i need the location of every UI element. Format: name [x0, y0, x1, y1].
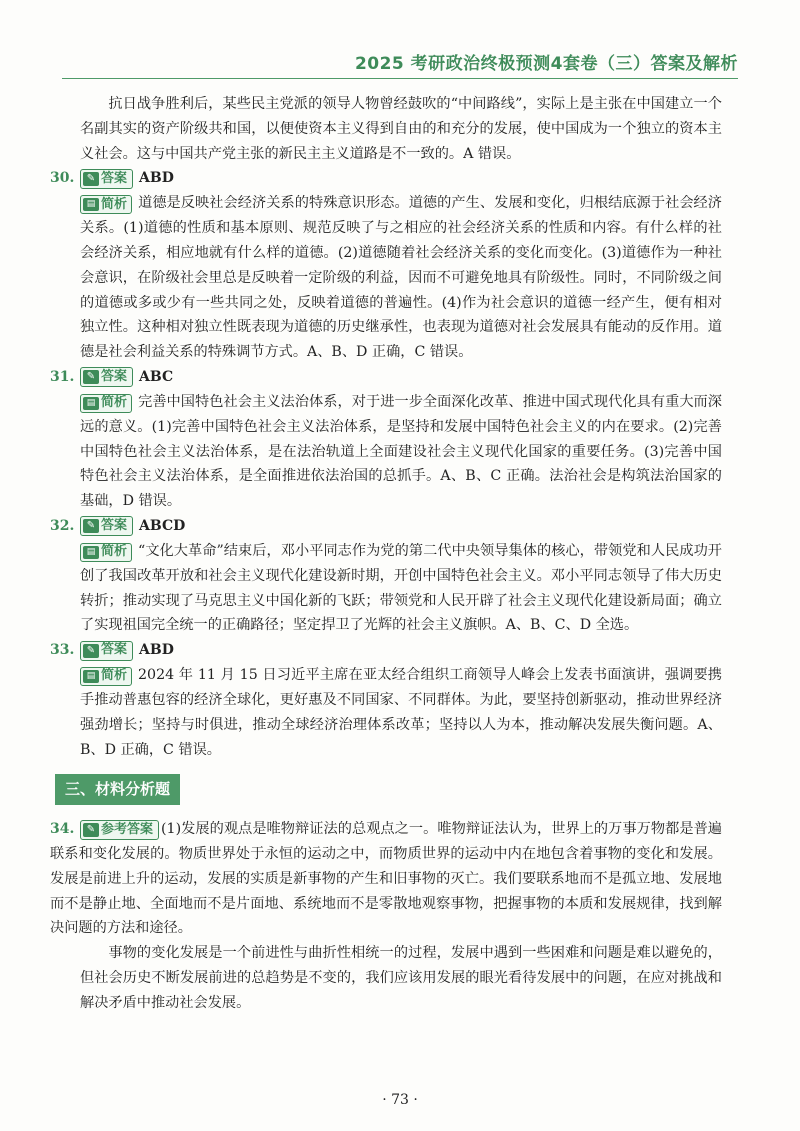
- answer-label: 答案: [101, 642, 128, 658]
- q34-part2: 事物的变化发展是一个前进性与曲折性相统一的过程，发展中遇到一些困难和问题是难以避免的，但社会历史不断发展前进的总趋势是不变的，我们应该用发展的眼光看待发展中的问题，在应对挑战和解决矛盾中推动社会发展。: [80, 945, 722, 1011]
- analysis-text: 道德是反映社会经济关系的特殊意识形态。道德的产生、发展和变化，归根结底源于社会经济关系。(1)道德的性质和基本原则、规范反映了与之相应的社会经济关系的性质和内容。有什么样的社会经济关系，相应地就有什么样的道德。(2)道德随着社会经济关系的变化而变化。(3)道德作为一种社会意识，在阶级社会里总是反映着一定阶级的利益，因而不可避免地具有阶级性。同时，不同阶级之间的道德或多或少有一些共同之处，反映着道德的普遍性。(4)作为社会意识的道德一经产生，便有相对独立性。这种相对独立性既表现为道德的历史继承性，也表现为道德对社会发展具有能动的反作用。道德是社会利益关系的特殊调节方式。A、B、D 正确，C 错误。: [80, 195, 722, 361]
- analysis-label: 简析: [101, 196, 128, 212]
- question-head: [50, 514, 722, 539]
- analysis-block: [80, 191, 722, 365]
- question-30: [50, 166, 722, 365]
- question-number: 31.: [50, 369, 75, 386]
- answer-badge: [80, 169, 133, 189]
- question-head: [50, 638, 722, 663]
- analysis-label: 简析: [101, 395, 128, 411]
- book-icon: ▤: [83, 198, 99, 211]
- q34-part1: (1)发展的观点是唯物辩证法的总观点之一。唯物辩证法认为，世界上的万事万物都是普遍联系和变化发展的。物质世界处于永恒的运动之中，而物质世界的运动中内在地包含着事物的变化和发展。发展是前进上升的运动，发展的实质是新事物的产生和旧事物的灭亡。我们要联系地而不是孤立地、发展地而不是静止地、全面地而不是片面地、系统地而不是零散地观察事物，把握事物的本质和发展规律，找到解决问题的方法和途径。: [50, 821, 722, 937]
- page-header: [0, 0, 800, 80]
- q34-block: [50, 817, 722, 941]
- analysis-badge: [80, 667, 132, 686]
- question-number: 34.: [50, 821, 75, 838]
- answer-value: ABD: [139, 642, 174, 659]
- analysis-block: [80, 539, 722, 638]
- answer-value: ABD: [139, 170, 174, 187]
- pencil-icon: ✎: [83, 644, 99, 658]
- analysis-badge: [80, 195, 132, 214]
- analysis-block: [80, 390, 722, 514]
- book-icon: ▤: [83, 546, 99, 559]
- analysis-text: 完善中国特色社会主义法治体系，对于进一步全面深化改革、推进中国式现代化具有重大而深远的意义。(1)完善中国特色社会主义法治体系，是坚持和发展中国特色社会主义的内在要求。(2)完善中国特色社会主义法治体系，是在法治轨道上全面建设社会主义现代化国家的重要任务。(3)完善中国特色社会主义法治体系，是全面推进依法治国的总抓手。A、B、C 正确。法治社会是构筑法治国家的基础，D 错误。: [80, 393, 722, 510]
- page-number: · 73 ·: [382, 1092, 418, 1108]
- analysis-text: “文化大革命”结束后，邓小平同志作为党的第二代中央领导集体的核心，带领党和人民成功开创了我国改革开放和社会主义现代化建设新时期，开创中国特色社会主义。邓小平同志领导了伟大历史转折；推动实现了马克思主义中国化新的飞跃；带领党和人民开辟了社会主义现代化建设新局面；确立了实现祖国完全统一的正确路径；坚定捍卫了光辉的社会主义旗帜。A、B、C、D 全选。: [80, 542, 722, 634]
- ref-answer-label: 参考答案: [101, 821, 154, 837]
- header-title: 2025 考研政治终极预测4套卷（三）答案及解析: [354, 54, 738, 74]
- pencil-icon: ✎: [83, 172, 99, 186]
- answer-value: ABC: [139, 369, 174, 386]
- question-32: [50, 514, 722, 638]
- answer-badge: [80, 367, 133, 387]
- book-icon: ▤: [83, 670, 99, 683]
- book-icon: ▤: [83, 397, 99, 410]
- question-head: [50, 365, 722, 390]
- answer-badge: [80, 641, 133, 661]
- intro-paragraph: 抗日战争胜利后，某些民主党派的领导人物曾经鼓吹的“中间路线”，实际上是主张在中国建立一个名副其实的资产阶级共和国，以便使资本主义得到自由的和充分的发展，使中国成为一个独立的资本主义社会。这与中国共产党主张的新民主主义道路是不一致的。A 错误。: [80, 96, 722, 162]
- pencil-icon: ✎: [83, 519, 99, 533]
- header-rule: [62, 78, 738, 79]
- analysis-block: [80, 663, 722, 762]
- pencil-icon: ✎: [83, 823, 99, 837]
- question-34: [50, 817, 722, 1015]
- question-33: [50, 638, 722, 762]
- answer-value: ABCD: [139, 518, 186, 535]
- analysis-badge: [80, 543, 132, 562]
- answer-label: 答案: [101, 518, 128, 534]
- section-heading: 三、材料分析题: [55, 774, 180, 805]
- question-number: 30.: [50, 170, 75, 187]
- analysis-text: 2024 年 11 月 15 日习近平主席在亚太经合组织工商领导人峰会上发表书面演讲，强调要携手推动普惠包容的经济全球化，更好惠及不同国家、不同群体。为此，要坚持创新驱动，推动世界经济强劲增长；坚持与时俱进，推动全球经济治理体系改革；坚持以人为本，推动解决发展失衡问题。A、B、D 正确，C 错误。: [80, 667, 722, 758]
- analysis-label: 简析: [101, 544, 128, 560]
- question-number: 32.: [50, 518, 75, 535]
- analysis-badge: [80, 394, 132, 413]
- question-head: [50, 166, 722, 191]
- answer-label: 答案: [101, 369, 128, 385]
- ref-answer-badge: [80, 820, 159, 840]
- pencil-icon: ✎: [83, 370, 99, 384]
- question-31: [50, 365, 722, 514]
- analysis-label: 简析: [101, 668, 128, 684]
- page-content: [50, 92, 722, 1016]
- question-number: 33.: [50, 642, 75, 659]
- answer-label: 答案: [101, 170, 128, 186]
- answer-badge: [80, 516, 133, 536]
